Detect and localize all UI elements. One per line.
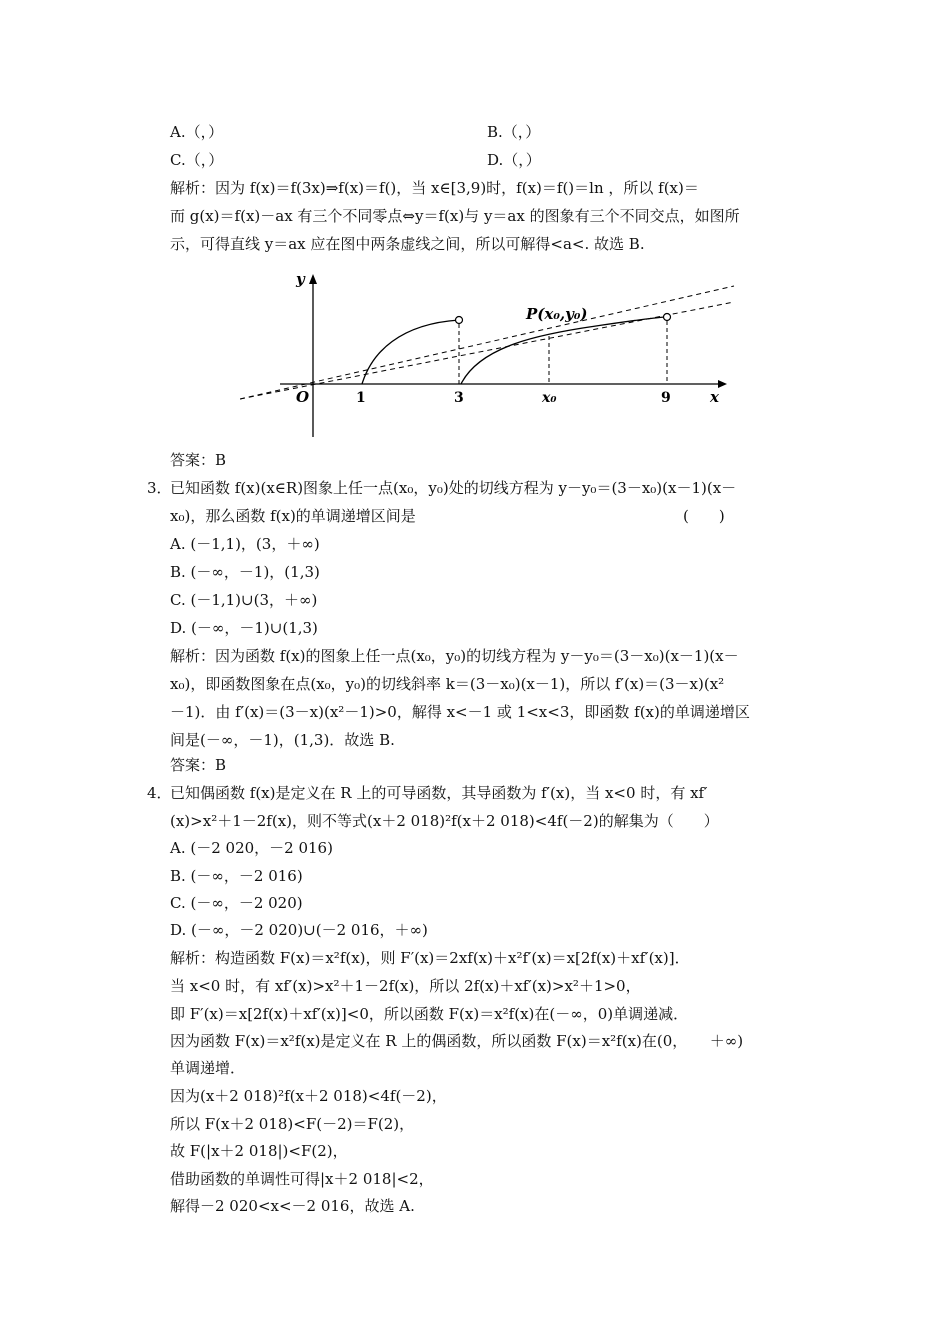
q4-stem-line: 已知偶函数 f(x)是定义在 R 上的可导函数，其导函数为 f′(x)，当 x<0 时，有 xf′ xyxy=(170,784,708,802)
q3-analysis-line: 解析：因为函数 f(x)的图象上任一点(x₀，y₀)的切线方程为 y－y₀＝(3－x₀)(x－1)(x－ xyxy=(170,647,739,665)
tick-label-3: 3 xyxy=(454,390,464,406)
option-c: C.（，） xyxy=(170,151,224,169)
q4-analysis-line: 借助函数的单调性可得|x＋2 018|<2， xyxy=(170,1170,434,1188)
q3-analysis-line: 间是(－∞，－1)，(1,3)．故选 B. xyxy=(170,731,395,749)
q4-analysis-line: 因为(x＋2 018)²f(x＋2 018)<4f(－2)， xyxy=(170,1087,447,1105)
q4-analysis-line: 解析：构造函数 F(x)＝x²f(x)，则 F′(x)＝2xf(x)＋x²f′(x)＝x[2f(x)＋xf′(x)]． xyxy=(170,949,690,967)
q4-analysis-line: 即 F′(x)＝x[2f(x)＋xf′(x)]<0，所以函数 F(x)＝x²f(x)在(－∞，0)单调递减． xyxy=(170,1005,689,1023)
open-point-3 xyxy=(456,317,463,324)
q4-analysis-line: 单调递增． xyxy=(170,1059,246,1077)
q4-option: A. (－2 020，－2 016) xyxy=(170,839,333,857)
q3-analysis-line: x₀)，即函数图象在点(x₀，y₀)的切线斜率 k＝(3－x₀)(x－1)，所以 f′(x)＝(3－x)(x² xyxy=(170,675,725,693)
q3-number: 3． xyxy=(147,479,172,497)
q2-analysis-line: 示，可得直线 y＝ax 应在图中两条虚线之间，所以可解得<a<. 故选 B. xyxy=(170,235,645,253)
q4-analysis-line: 因为函数 F(x)＝x²f(x)是定义在 R 上的偶函数，所以函数 F(x)＝x²f(x)在(0， ＋∞) xyxy=(170,1032,744,1050)
q4-option: C. (－∞，－2 020) xyxy=(170,894,303,912)
q4-option: B. (－∞，－2 016) xyxy=(170,867,303,885)
q4-analysis-line: 所以 F(x＋2 018)<F(－2)＝F(2)， xyxy=(170,1115,415,1133)
y-axis-label: y xyxy=(296,270,305,288)
x-axis-arrow-icon xyxy=(718,380,727,388)
q2-analysis-line: 而 g(x)＝f(x)－ax 有三个不同零点⇔y＝f(x)与 y＝ax 的图象有三个不同交点，如图所 xyxy=(170,207,740,225)
q4-number: 4． xyxy=(147,784,172,802)
q4-option: D. (－∞，－2 020)∪(－2 016，＋∞) xyxy=(170,921,428,939)
option-b: B.（，） xyxy=(487,123,541,141)
q3-stem-line: 已知函数 f(x)(x∈R)图象上任一点(x₀，y₀)处的切线方程为 y－y₀＝(3－x₀)(x－1)(x－ xyxy=(170,479,737,497)
q4-analysis-line: 解得－2 020<x<－2 016，故选 A. xyxy=(170,1197,415,1215)
q3-stem-line: x₀)，那么函数 f(x)的单调递增区间是 xyxy=(170,507,416,525)
q3-answer: 答案：B xyxy=(170,756,227,774)
point-p-label: P(x₀,y₀) xyxy=(526,305,588,323)
q4-analysis-line: 当 x<0 时，有 xf′(x)>x²＋1－2f(x)，所以 2f(x)＋xf′(x)>x²＋1>0， xyxy=(170,977,641,995)
dashed-line-upper xyxy=(240,286,734,399)
q4-analysis-line: 故 F(|x＋2 018|)<F(2)， xyxy=(170,1142,348,1160)
q2-answer: 答案：B xyxy=(170,451,227,469)
q3-option: C. (－1,1)∪(3，＋∞) xyxy=(170,591,318,609)
q3-analysis-line: －1)．由 f′(x)＝(3－x)(x²－1)>0，解得 x<－1 或 1<x<3，即函数 f(x)的单调递增区 xyxy=(170,703,750,721)
y-axis-arrow-icon xyxy=(309,274,317,284)
function-graph-figure xyxy=(240,262,740,442)
tick-label-9: 9 xyxy=(661,390,671,406)
q3-answer-bracket: ( ) xyxy=(683,507,725,525)
curve-segment-3-9 xyxy=(461,317,666,384)
q3-option: A. (－1,1)，(3，＋∞) xyxy=(170,535,320,553)
tick-label-x0: x₀ xyxy=(542,390,557,406)
x-axis-label: x xyxy=(710,388,719,406)
q4-stem-line: (x)>x²＋1－2f(x)，则不等式(x＋2 018)²f(x＋2 018)<4f(－2)的解集为（ ） xyxy=(170,812,719,830)
option-d: D.（，） xyxy=(487,151,541,169)
tick-label-1: 1 xyxy=(356,390,366,406)
q3-option: B. (－∞，－1)，(1,3) xyxy=(170,563,320,581)
option-a: A.（，） xyxy=(170,123,224,141)
q3-option: D. (－∞，－1)∪(1,3) xyxy=(170,619,318,637)
q2-analysis-line: 解析：因为 f(x)＝f(3x)⇒f(x)＝f()，当 x∈[3,9)时，f(x)＝f()＝ln ，所以 f(x)＝ xyxy=(170,179,699,197)
origin-label: O xyxy=(296,388,310,406)
open-point-9 xyxy=(664,314,671,321)
